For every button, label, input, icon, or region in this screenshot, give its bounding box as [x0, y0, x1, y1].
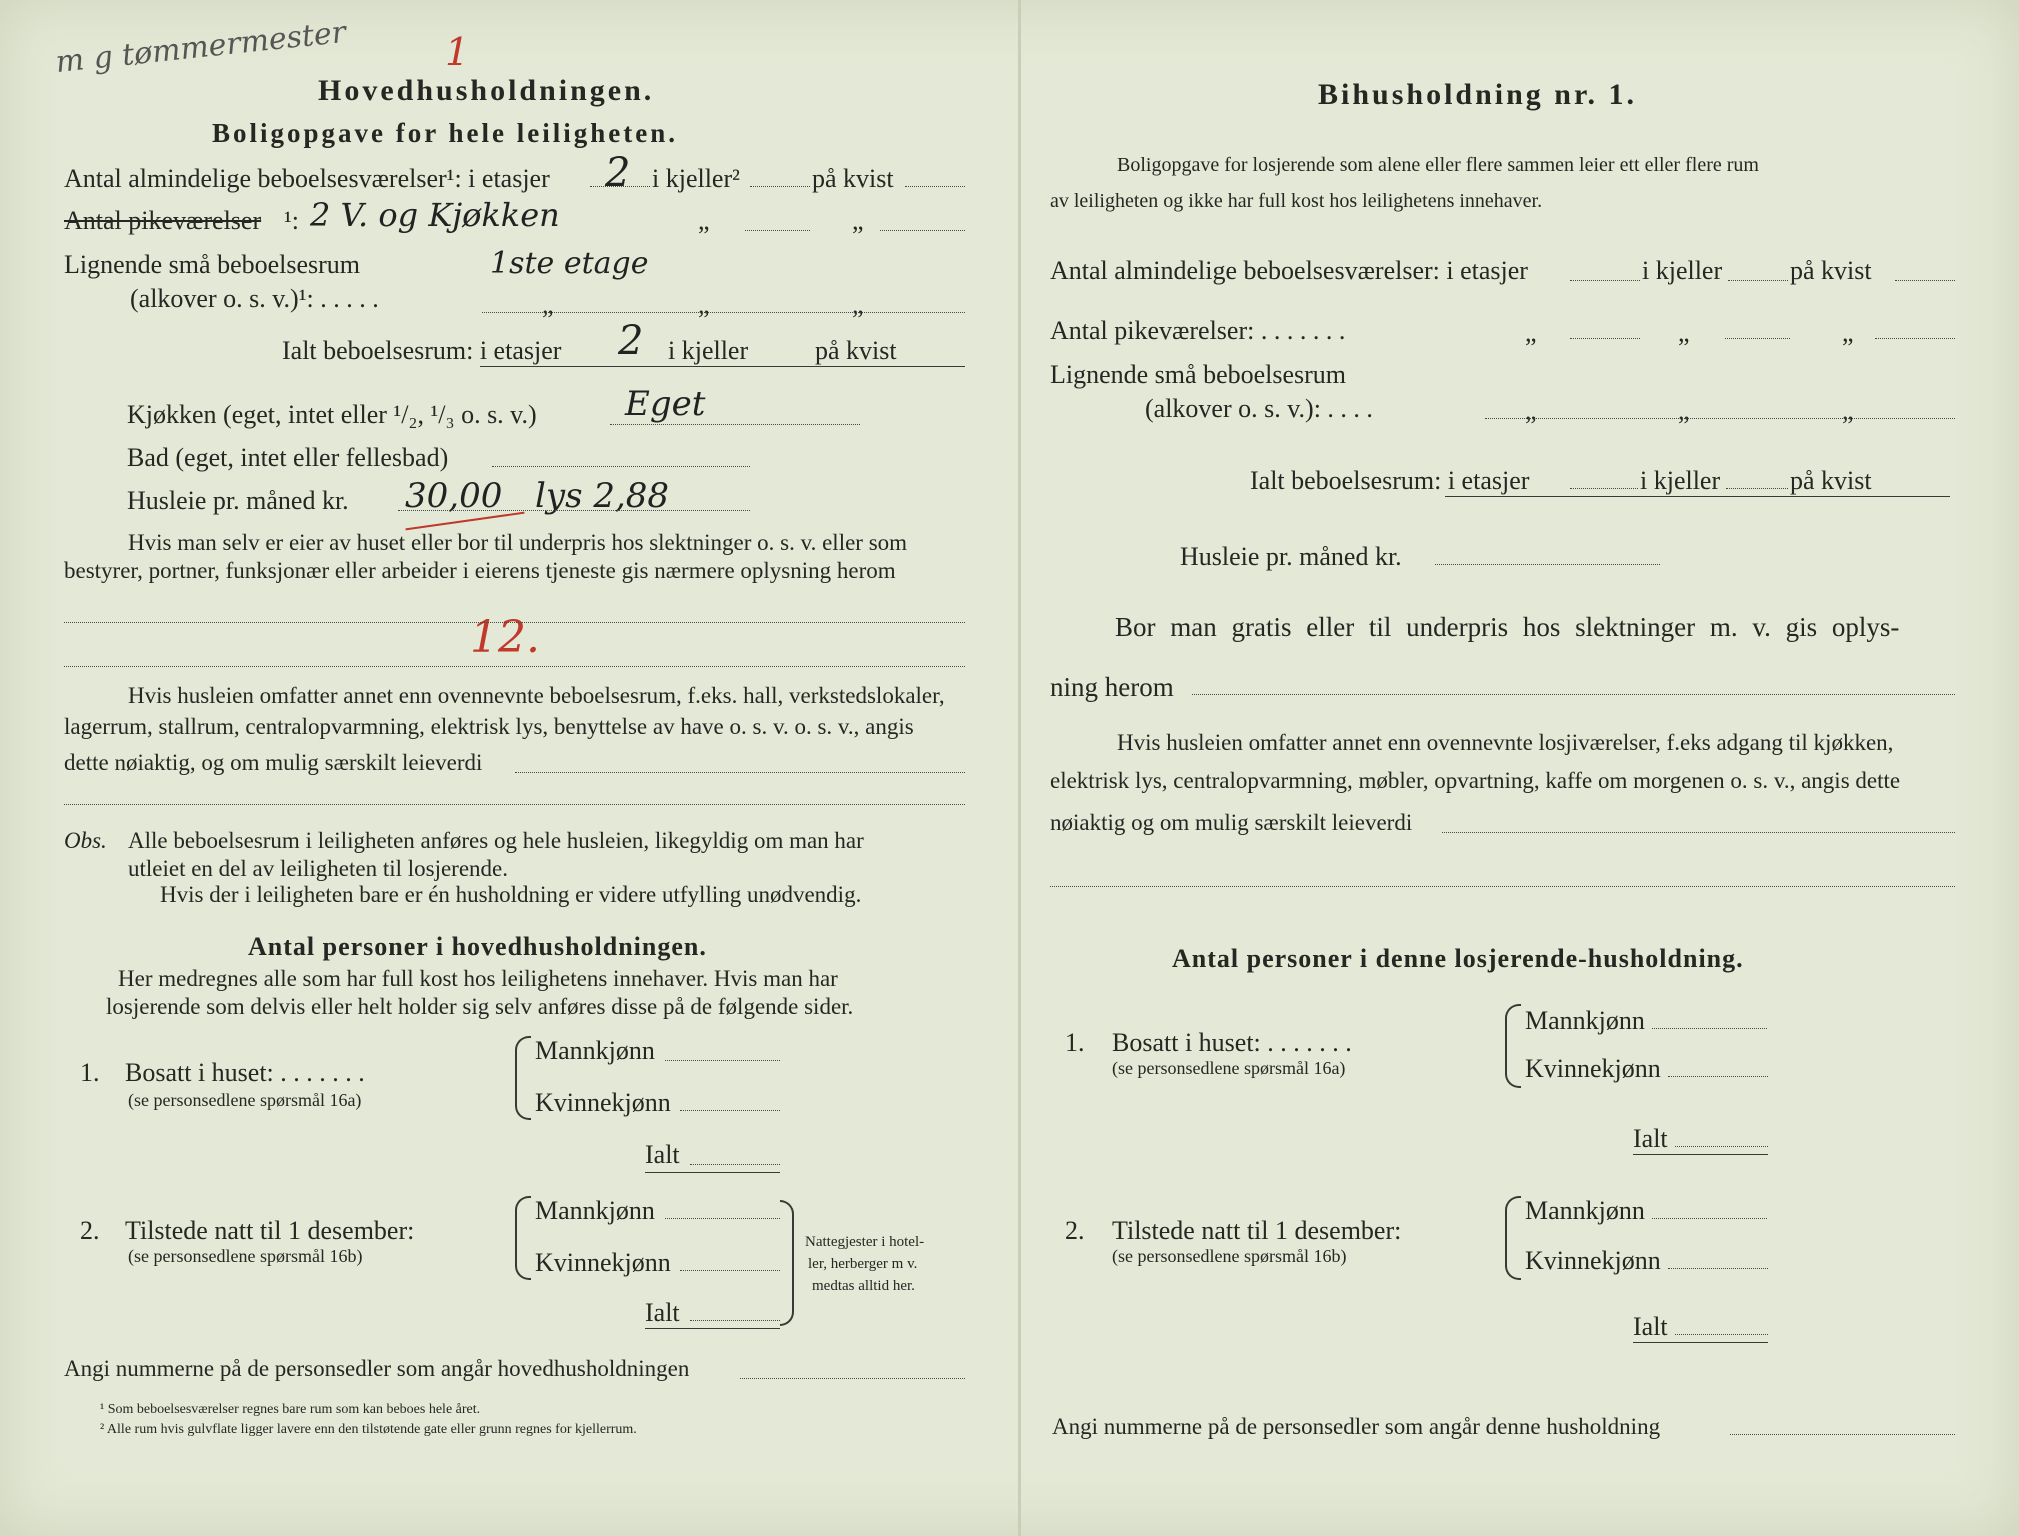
right-q1-kvinne-line: [1668, 1076, 1768, 1077]
right-q2-brace: [1505, 1196, 1521, 1280]
left-natt-a: Nattegjester i hotel-: [805, 1234, 925, 1250]
left-row2-struck: Antal pikeværelser: [64, 206, 262, 235]
left-ialt-etasjer-value: 2: [618, 318, 644, 364]
right-q1-sub: (se personsedlene spørsmål 16a): [1112, 1058, 1346, 1078]
left-para1-line-2: [64, 666, 965, 667]
left-para1-a: Hvis man selv er eier av huset eller bor til underpris hos slektninger o. s. v. eller som: [128, 530, 908, 555]
right-row1-label: Antal almindelige beboelsesværelser: i etasjer: [1050, 256, 1528, 285]
right-q2-number: 2.: [1065, 1216, 1085, 1245]
left-para2-c: dette nøiaktig, og om mulig særskilt leieverdi: [64, 750, 483, 775]
left-husleie-label: Husleie pr. måned kr.: [127, 486, 349, 515]
left-q2-brace: [515, 1196, 531, 1280]
left-q2-mann-line: [665, 1218, 780, 1219]
left-persons-title: Antal personer i hovedhusholdningen.: [248, 932, 707, 961]
left-obs-a: Alle beboelsesrum i leiligheten anføres og hele husleien, likegyldig om man har: [128, 828, 864, 853]
left-obs-b: utleiet en del av leiligheten til losjerende.: [128, 856, 509, 881]
left-row3-quote-3: „: [852, 290, 864, 319]
left-para2-line-1: [515, 772, 965, 773]
left-angi: Angi nummerne på de personsedler som angår hovedhusholdningen: [64, 1356, 690, 1381]
left-q1-brace: [515, 1036, 531, 1120]
right-row2-quote-2: „: [1678, 318, 1690, 347]
right-bor-a: Bor man gratis eller til underpris hos slektninger m. v. gis oplys-: [1115, 612, 1900, 642]
right-q1-label: Bosatt i huset: . . . . . . .: [1112, 1028, 1352, 1057]
left-row2-quote-2: „: [852, 206, 864, 235]
left-row1-mid: i kjeller²: [652, 164, 740, 193]
right-row1-mid: i kjeller: [1642, 256, 1723, 285]
left-q1-kvinne-line: [680, 1110, 780, 1111]
left-q1-ialt-line: [690, 1164, 780, 1165]
left-footnote-2: ² Alle rum hvis gulvflate ligger lavere enn den tilstøtende gate eller grunn regnes for kjellerrum.: [100, 1422, 637, 1437]
left-q2-ialt: Ialt: [645, 1298, 680, 1327]
right-row2-quote-1: „: [1525, 318, 1537, 347]
left-row1-kvist-line: [905, 186, 965, 187]
left-q2-kvinne: Kvinnekjønn: [535, 1248, 671, 1277]
left-natt-b: ler, herberger m v.: [808, 1256, 918, 1272]
right-row2-label: Antal pikeværelser: . . . . . . .: [1050, 316, 1346, 345]
left-persons-b: losjerende som delvis eller helt holder sig selv anføres disse på de følgende sider.: [106, 994, 854, 1019]
right-ialt-kjeller-line: [1726, 488, 1788, 489]
left-title: Hovedhusholdningen.: [318, 74, 655, 107]
right-q1-mann: Mannkjønn: [1525, 1006, 1645, 1035]
left-para1-b: bestyrer, portner, funksjonær eller arbeider i eierens tjeneste gis nærmere oplysning herom: [64, 558, 896, 583]
left-red-handwriting: 12.: [470, 612, 540, 663]
left-persons-a: Her medregnes alle som har full kost hos leilighetens innehaver. Hvis man har: [118, 966, 838, 991]
left-q1-ialt-underline: [645, 1172, 780, 1173]
left-q2-ialt-underline: [645, 1328, 780, 1329]
left-row3-handwriting: 1ste etage: [490, 246, 649, 281]
left-para1-line-1: [64, 622, 965, 623]
left-row2-quote-1: „: [698, 206, 710, 235]
left-q2-kvinne-line: [680, 1270, 780, 1271]
left-bad-line: [492, 466, 750, 467]
right-row2-line-2: [1725, 338, 1790, 339]
left-husleie-line: [398, 510, 750, 511]
left-row3-quote-1: „: [542, 290, 554, 319]
note-handwriting: m g tømmermester: [53, 14, 348, 81]
left-para2-a: Hvis husleien omfatter annet enn ovennevnte beboelsesrum, f.eks. hall, verkstedslokaler,: [128, 683, 945, 708]
right-row3-label-b: (alkover o. s. v.): . . . .: [1145, 394, 1373, 423]
right-para-a: Hvis husleien omfatter annet enn ovennevnte losjiværelser, f.eks adgang til kjøkken,: [1117, 730, 1894, 755]
right-para-c: nøiaktig og om mulig særskilt leieverdi: [1050, 810, 1413, 835]
right-q2-ialt-underline: [1633, 1342, 1768, 1343]
right-ialt-mid: i kjeller: [1640, 466, 1721, 495]
left-row1-etasjer-line: [590, 186, 650, 187]
left-kjokken-line: [610, 424, 860, 425]
left-natt-c: medtas alltid her.: [812, 1278, 915, 1294]
note-mark: 1: [445, 30, 470, 74]
right-row1-kvist-line: [1895, 280, 1955, 281]
right-q2-label: Tilstede natt til 1 desember:: [1112, 1216, 1402, 1245]
left-row1-etasjer-value: 2: [605, 150, 631, 196]
right-q1-ialt-line: [1675, 1146, 1768, 1147]
right-bor-line: [1192, 694, 1955, 695]
right-row3-quote-3: „: [1842, 396, 1854, 425]
right-row2-line-1: [1570, 338, 1640, 339]
left-q2-number: 2.: [80, 1216, 100, 1245]
left-q2-label: Tilstede natt til 1 desember:: [125, 1216, 415, 1245]
left-q1-sub: (se personsedlene spørsmål 16a): [128, 1090, 362, 1110]
left-q1-mann-line: [665, 1060, 780, 1061]
left-ialt-label: Ialt beboelsesrum: i etasjer: [282, 336, 562, 365]
left-row2-line-1: [745, 230, 810, 231]
right-q1-ialt: Ialt: [1633, 1124, 1668, 1153]
left-row2-handwriting: 2 V. og Kjøkken: [310, 196, 560, 234]
right-row3-quote-1: „: [1525, 396, 1537, 425]
right-q2-mann-line: [1652, 1218, 1767, 1219]
left-para2-b: lagerrum, stallrum, centralopvarmning, elektrisk lys, benyttelse av have o. s. v. o. s. v., angis: [64, 714, 914, 739]
left-row2-rest: ¹:: [284, 206, 300, 235]
left-para2-line-2: [64, 804, 965, 805]
right-q1-brace: [1505, 1004, 1521, 1088]
right-para-line-1: [1442, 832, 1955, 833]
left-obs-label: Obs.: [64, 828, 107, 853]
left-subtitle: Boligopgave for hele leiligheten.: [212, 118, 678, 148]
right-row3-line: [1485, 418, 1955, 419]
left-ialt-underline: [480, 366, 965, 367]
left-angi-line: [740, 1378, 965, 1379]
left-row2-line-2: [880, 230, 965, 231]
right-row1-kjeller-line: [1728, 280, 1788, 281]
right-row1-etasjer-line: [1570, 280, 1640, 281]
right-ialt-etasjer-line: [1570, 488, 1638, 489]
right-q1-number: 1.: [1065, 1028, 1085, 1057]
right-q1-ialt-underline: [1633, 1154, 1768, 1155]
right-q1-kvinne: Kvinnekjønn: [1525, 1054, 1661, 1083]
right-row2-quote-3: „: [1842, 318, 1854, 347]
right-para-line-2: [1050, 886, 1955, 887]
left-row3-label-b: (alkover o. s. v.)¹: . . . . .: [130, 284, 379, 313]
right-persons-title: Antal personer i denne losjerende-husholdning.: [1172, 944, 1744, 973]
right-row1-end: på kvist: [1790, 256, 1872, 285]
right-q2-ialt: Ialt: [1633, 1312, 1668, 1341]
left-husleie-handwriting: 30,00: [405, 476, 503, 516]
right-intro-a: Boligopgave for losjerende som alene eller flere sammen leier ett eller flere rum: [1117, 154, 1759, 176]
right-q2-kvinne: Kvinnekjønn: [1525, 1246, 1661, 1275]
right-para-b: elektrisk lys, centralopvarmning, møbler, opvartning, kaffe om morgenen o. s. v., angis dette: [1050, 768, 1901, 793]
left-q2-right-brace: [780, 1200, 794, 1326]
left-obs-c: Hvis der i leiligheten bare er én husholdning er videre utfylling unødvendig.: [160, 882, 862, 907]
left-bad-label: Bad (eget, intet eller fellesbad): [127, 443, 449, 472]
right-bor-b: ning herom: [1050, 672, 1174, 702]
left-row1-kjeller-line: [750, 186, 810, 187]
right-q1-mann-line: [1652, 1028, 1767, 1029]
right-title: Bihusholdning nr. 1.: [1318, 78, 1638, 111]
left-kjokken-handwriting: Eget: [625, 384, 706, 424]
right-angi: Angi nummerne på de personsedler som angår denne husholdning: [1052, 1414, 1661, 1439]
left-row3-line: [482, 312, 965, 313]
right-angi-line: [1730, 1434, 1955, 1435]
right-q2-mann: Mannkjønn: [1525, 1196, 1645, 1225]
right-husleie-line: [1435, 564, 1660, 565]
left-row1-end: på kvist: [812, 164, 894, 193]
left-kjokken-label: Kjøkken (eget, intet eller ¹/₂, ¹/₃ o. s. v.): [127, 400, 537, 429]
right-intro-b: av leiligheten og ikke har full kost hos leilighetens innehaver.: [1050, 190, 1543, 212]
left-row1-label: Antal almindelige beboelsesværelser¹: i etasjer: [64, 164, 550, 193]
right-q2-sub: (se personsedlene spørsmål 16b): [1112, 1246, 1347, 1266]
left-q2-sub: (se personsedlene spørsmål 16b): [128, 1246, 363, 1266]
left-row3-quote-2: „: [698, 290, 710, 319]
right-q2-ialt-line: [1675, 1334, 1768, 1335]
right-row3-quote-2: „: [1678, 396, 1690, 425]
left-footnote-1: ¹ Som beboelsesværelser regnes bare rum som kan beboes hele året.: [100, 1402, 481, 1417]
left-q1-kvinne: Kvinnekjønn: [535, 1088, 671, 1117]
left-q1-number: 1.: [80, 1058, 100, 1087]
left-q2-mann: Mannkjønn: [535, 1196, 655, 1225]
left-row3-label-a: Lignende små beboelsesrum: [64, 250, 361, 279]
left-lys-handwriting: lys 2,88: [535, 476, 670, 516]
right-ialt-end: på kvist: [1790, 466, 1872, 495]
right-row3-label-a: Lignende små beboelsesrum: [1050, 360, 1347, 389]
right-q2-kvinne-line: [1668, 1268, 1768, 1269]
right-row2-line-3: [1875, 338, 1955, 339]
right-husleie-label: Husleie pr. måned kr.: [1180, 542, 1402, 571]
left-ialt-end: på kvist: [815, 336, 897, 365]
left-q2-ialt-line: [690, 1320, 780, 1321]
right-ialt-label: Ialt beboelsesrum: i etasjer: [1250, 466, 1530, 495]
right-ialt-underline: [1445, 496, 1950, 497]
left-q1-label: Bosatt i huset: . . . . . . .: [125, 1058, 365, 1087]
left-q1-ialt: Ialt: [645, 1140, 680, 1169]
left-q1-mann: Mannkjønn: [535, 1036, 655, 1065]
left-ialt-mid: i kjeller: [668, 336, 749, 365]
